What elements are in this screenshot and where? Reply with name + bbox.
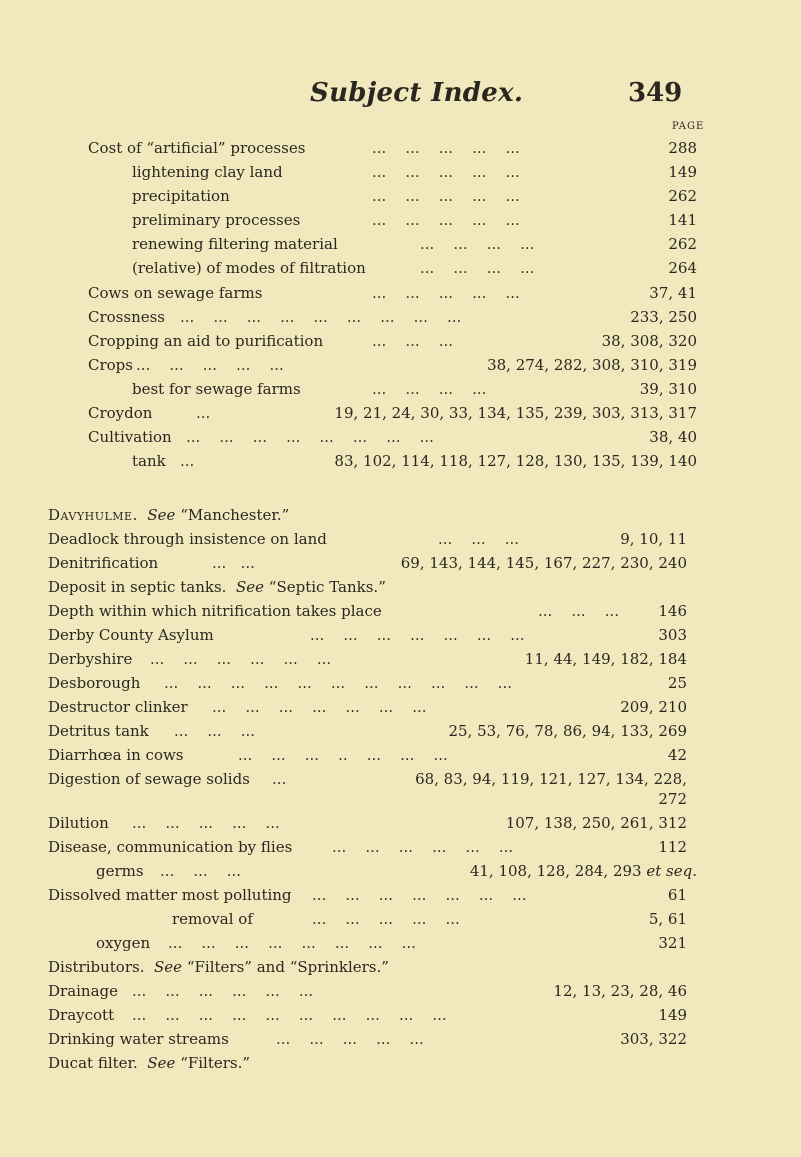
index-entry [0,551,801,575]
entry-pages: 264 [668,259,697,277]
index-entry [0,647,801,671]
entry-pages: 209, 210 [620,698,687,716]
leader-dots: ... ... ... ... ... [132,814,280,832]
entry-label: precipitation [132,187,230,205]
entry-label: removal of [172,910,253,928]
cross-reference: “Filters.” [180,1054,251,1072]
entry-pages: 272 [658,790,687,808]
page-number: 349 [628,78,683,108]
entry-pages: 5, 61 [648,910,687,928]
leader-dots: ... ... ... ... ... ... ... ... ... [180,308,462,326]
cross-reference: “Septic Tanks.” [268,578,386,596]
entry-label: best for sewage farms [132,380,301,398]
see-reference: See [154,958,183,976]
page-list: 41, 108, 128, 284, 293 [469,862,642,880]
leader-dots: ... ... ... ... ... ... ... ... ... ... [132,1006,447,1024]
entry-label: Cropping an aid to purification [88,332,324,350]
entry-label: Crossness [88,308,166,326]
index-entry [0,1051,801,1075]
index-entry [0,305,801,329]
entry-pages: 83, 102, 114, 118, 127, 128, 130, 135, 139, 140 [334,452,697,470]
entry-label: Deadlock through insistence on land [48,530,327,548]
entry-pages: 146 [658,602,687,620]
leader-dots: ... ... ... ... [420,259,535,277]
leader-dots: ... ... ... [538,602,620,620]
entry-pages: 38, 40 [649,428,697,446]
entry-label [48,955,389,979]
entry-label: Detritus tank [48,722,149,740]
entry-pages: 9, 10, 11 [620,530,687,548]
entry-label: Denitrification [48,554,159,572]
leader-dots: ... ... ... ... ... ... ... [310,626,525,644]
entry-pages: 288 [668,139,697,157]
index-entry [0,719,801,743]
entry-label [48,575,386,599]
leader-dots: ... ... ... ... ... ... ... ... [186,428,434,446]
entry-label [48,1051,250,1075]
entry-label: Desborough [48,674,141,692]
entry-label: renewing filtering material [132,235,338,253]
leader-dots: ... ... ... ... [372,380,487,398]
index-entry [0,449,801,473]
cross-reference: “Manchester.” [180,506,290,524]
leader-dots: ... ... ... ... ... ... [150,650,332,668]
index-entry [0,281,801,305]
entry-pages: 112 [658,838,687,856]
entry-label: preliminary processes [132,211,301,229]
leader-dots: ... ... ... [160,862,242,880]
index-entry [0,811,801,835]
index-entry [0,931,801,955]
entry-pages: 25 [667,674,687,692]
index-entry [0,136,801,160]
entry-pages: 61 [667,886,687,904]
index-entry [0,256,801,280]
entry-pages: 68, 83, 94, 119, 121, 127, 134, 228, [415,770,687,788]
index-entry [0,907,801,931]
entry-label: Digestion of sewage solids [48,770,250,788]
entry-pages: 141 [668,211,697,229]
entry-pages: 149 [668,163,697,181]
page-title: Subject Index. [310,78,524,108]
index-entry [0,503,801,527]
entry-pages: 37, 41 [649,284,697,302]
et-seq: et seq. [646,862,697,880]
index-entry [0,401,801,425]
entry-label [48,503,289,527]
entry-label: Dissolved matter most polluting [48,886,292,904]
entry-pages: 107, 138, 250, 261, 312 [505,814,687,832]
entry-pages: 38, 308, 320 [601,332,697,350]
entry-heading: Davyhulme. [48,506,138,524]
leader-dots: ... ... ... ... ... ... [132,982,314,1000]
index-entry [0,527,801,551]
leader-dots: ... ... ... ... ... [276,1030,424,1048]
entry-label: Diarrhœa in cows [48,746,184,764]
leader-dots: ... ... ... ... ... [372,211,520,229]
entry-label: (relative) of modes of filtration [132,259,366,277]
leader-dots: ... ... ... ... ... ... ... ... ... ... ... [164,674,513,692]
leader-dots: ... ... ... ... ... [372,187,520,205]
see-reference: See [235,578,264,596]
index-entry [0,599,801,623]
index-entry [0,353,801,377]
entry-label: oxygen [96,934,151,952]
page-column-label: PAGE [672,121,705,132]
leader-dots: ... ... ... ... ... [312,910,460,928]
entry-label: lightening clay land [132,163,283,181]
leader-dots: ... ... ... ... ... [372,139,520,157]
entry-label: Drainage [48,982,119,1000]
index-entry [0,695,801,719]
entry-pages: 303, 322 [620,1030,687,1048]
entry-pages: 303 [658,626,687,644]
entry-label: Derby County Asylum [48,626,214,644]
index-entry [0,232,801,256]
entry-pages: 12, 13, 23, 28, 46 [553,982,687,1000]
leader-dots: ... ... ... [438,530,520,548]
see-reference: See [147,506,176,524]
entry-label: Drinking water streams [48,1030,229,1048]
leader-dots: ... ... ... ... ... ... ... ... [168,934,416,952]
index-entry [0,377,801,401]
index-entry [0,671,801,695]
entry-label: Dilution [48,814,109,832]
leader-dots: ... ... ... .. ... ... ... [238,746,448,764]
entry-pages: 42 [667,746,687,764]
entry-pages: 39, 310 [639,380,697,398]
entry-heading: Ducat filter. [48,1054,138,1072]
leader-dots: ... ... ... ... ... [372,163,520,181]
entry-pages: 69, 143, 144, 145, 167, 227, 230, 240 [400,554,687,572]
see-reference: See [147,1054,176,1072]
entry-label: Croydon [88,404,153,422]
entry-pages: 262 [668,235,697,253]
index-entry [0,184,801,208]
leader-dots: ... ... ... [174,722,256,740]
leader-dots: ... ... [212,554,255,572]
index-entry-continuation [0,787,801,811]
index-entry [0,623,801,647]
index-entry [0,575,801,599]
entry-label: germs [96,862,144,880]
index-entry [0,835,801,859]
leader-dots: ... ... ... ... ... [136,356,284,374]
index-entry [0,208,801,232]
entry-label: Depth within which nitrification takes place [48,602,382,620]
index-entry [0,859,801,883]
leader-dots: ... ... ... ... ... ... [332,838,514,856]
entry-pages: 38, 274, 282, 308, 310, 319 [487,356,697,374]
entry-label: tank [132,452,166,470]
index-entry [0,883,801,907]
leader-dots: ... [196,404,211,422]
index-entry [0,425,801,449]
entry-pages: 321 [658,934,687,952]
entry-label: Disease, communication by flies [48,838,293,856]
entry-pages [470,859,697,883]
leader-dots: ... [272,770,287,788]
index-entry [0,955,801,979]
entry-heading: Distributors. [48,958,145,976]
entry-heading: Deposit in septic tanks. [48,578,227,596]
entry-label: Draycott [48,1006,115,1024]
leader-dots: ... ... ... ... ... [372,284,520,302]
running-header [0,78,801,118]
index-entry [0,329,801,353]
entry-label: Cultivation [88,428,172,446]
index-entry [0,1027,801,1051]
index-entry [0,743,801,767]
entry-pages: 262 [668,187,697,205]
entry-pages: 11, 44, 149, 182, 184 [524,650,687,668]
entry-pages: 19, 21, 24, 30, 33, 134, 135, 239, 303, 313, 317 [334,404,697,422]
entry-pages: 233, 250 [630,308,697,326]
index-entry [0,160,801,184]
entry-pages: 149 [658,1006,687,1024]
leader-dots: ... ... ... ... ... ... ... [212,698,427,716]
cross-reference: “Filters” and “Sprinklers.” [186,958,389,976]
index-entry [0,1003,801,1027]
entry-label: Cost of “artificial” processes [88,139,306,157]
entry-label: Derbyshire [48,650,133,668]
leader-dots: ... ... ... ... ... ... ... [312,886,527,904]
entry-label: Crops [88,356,133,374]
entry-pages: 25, 53, 76, 78, 86, 94, 133, 269 [448,722,687,740]
entry-label: Destructor clinker [48,698,188,716]
leader-dots: ... ... ... [372,332,454,350]
entry-label: Cows on sewage farms [88,284,263,302]
leader-dots: ... [180,452,195,470]
index-entry [0,979,801,1003]
leader-dots: ... ... ... ... [420,235,535,253]
